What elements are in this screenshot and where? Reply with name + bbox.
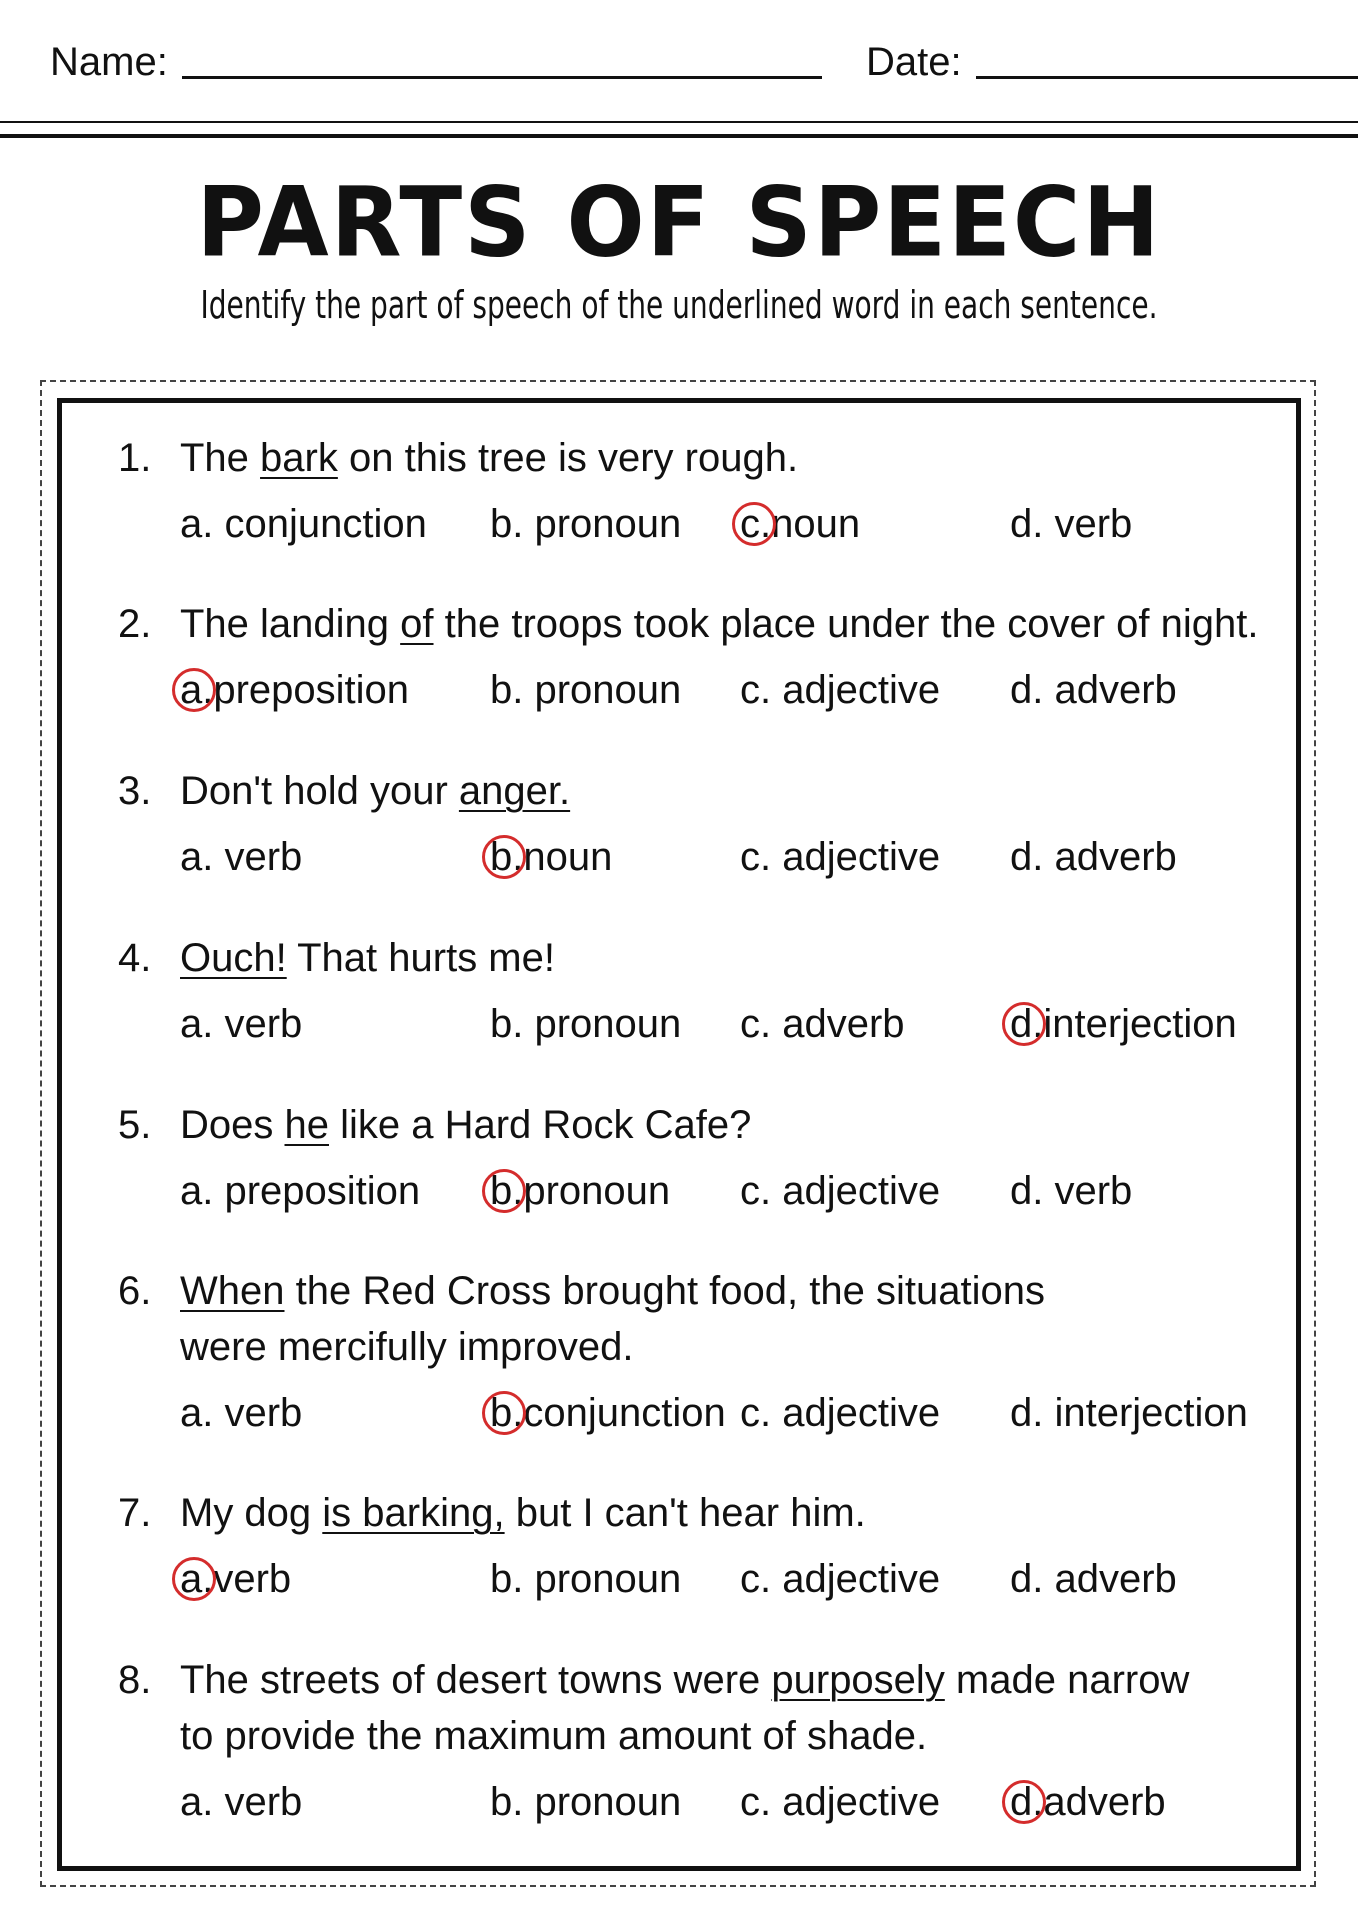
answer-option[interactable] xyxy=(180,829,302,885)
option-label: noun xyxy=(523,835,613,879)
option-label: adverb xyxy=(1043,835,1177,879)
date-label: Date: xyxy=(866,40,962,84)
answer-option[interactable] xyxy=(740,1385,940,1441)
question-text xyxy=(180,1652,1189,1708)
selected-option-letter: b. xyxy=(490,829,523,885)
option-letter: c. xyxy=(740,1391,772,1435)
option-label: verb xyxy=(213,1557,292,1601)
option-label: conjunction xyxy=(213,502,427,546)
answer-option[interactable] xyxy=(740,829,940,885)
underlined-word: When xyxy=(180,1269,285,1313)
option-letter: d. xyxy=(1010,1391,1044,1435)
selected-option-letter: d. xyxy=(1010,996,1043,1052)
sentence-text: like a Hard Rock Cafe? xyxy=(329,1103,752,1147)
option-letter: d. xyxy=(1010,1169,1044,1213)
sentence-text: the troops took place under the cover of night. xyxy=(433,602,1259,646)
answer-option[interactable] xyxy=(490,1551,681,1607)
answer-option[interactable] xyxy=(180,496,427,552)
question-text xyxy=(180,1485,866,1541)
option-label: pronoun xyxy=(523,1780,682,1824)
question-number: 1. xyxy=(118,436,152,480)
option-letter: a. xyxy=(180,1780,214,1824)
answer-option[interactable] xyxy=(740,1163,940,1219)
question-text xyxy=(180,1263,1045,1319)
option-label: adverb xyxy=(1043,1780,1166,1824)
page-title: PARTS OF SPEECH xyxy=(196,166,1162,279)
answer-option[interactable] xyxy=(180,1774,302,1830)
answer-option[interactable] xyxy=(740,1551,940,1607)
answer-option[interactable] xyxy=(1010,1551,1177,1607)
option-label: interjection xyxy=(1043,1391,1248,1435)
underlined-word: purposely xyxy=(771,1658,945,1702)
answer-option[interactable] xyxy=(740,1774,940,1830)
sentence-text: were mercifully improved. xyxy=(180,1325,634,1369)
question-number: 3. xyxy=(118,769,152,813)
option-letter: d. xyxy=(1010,1557,1044,1601)
sentence-text: Don't hold your xyxy=(180,769,459,813)
name-field-line[interactable] xyxy=(182,76,822,79)
option-letter: c. xyxy=(740,668,772,712)
selected-option-letter: b. xyxy=(490,1385,523,1441)
selected-option-letter: a. xyxy=(180,1551,213,1607)
answer-option[interactable] xyxy=(180,996,302,1052)
selected-option-letter: a. xyxy=(180,662,213,718)
underlined-word: anger. xyxy=(458,769,571,813)
answer-option[interactable] xyxy=(1010,496,1132,552)
option-letter: c. xyxy=(740,835,772,879)
answer-option[interactable] xyxy=(740,662,940,718)
option-letter: a. xyxy=(180,502,214,546)
sentence-text: but I can't hear him. xyxy=(504,1491,866,1535)
underlined-word: he xyxy=(284,1103,329,1147)
answer-option[interactable] xyxy=(490,496,681,552)
header-divider-thick xyxy=(0,134,1358,138)
question-text xyxy=(180,1708,927,1764)
selected-option-letter: b. xyxy=(490,1163,523,1219)
option-letter: b. xyxy=(490,1002,524,1046)
option-label: verb xyxy=(213,1780,303,1824)
option-label: pronoun xyxy=(523,668,682,712)
option-letter: b. xyxy=(490,1780,524,1824)
answer-option[interactable] xyxy=(1010,1774,1166,1830)
answer-option[interactable] xyxy=(490,1774,681,1830)
sentence-text: on this tree is very rough. xyxy=(337,436,799,480)
question-text xyxy=(180,1097,751,1153)
option-label: preposition xyxy=(213,668,410,712)
question-text xyxy=(180,930,555,986)
option-label: pronoun xyxy=(523,1002,682,1046)
sentence-text: made narrow xyxy=(944,1658,1190,1702)
question-number: 5. xyxy=(118,1103,152,1147)
option-label: adjective xyxy=(771,668,941,712)
question-number: 8. xyxy=(118,1658,152,1702)
sentence-text: My dog xyxy=(180,1491,323,1535)
option-label: verb xyxy=(1043,1169,1133,1213)
answer-option[interactable] xyxy=(490,1163,670,1219)
sentence-text: the Red Cross brought food, the situations xyxy=(284,1269,1045,1313)
date-field-line[interactable] xyxy=(976,76,1358,79)
option-letter: d. xyxy=(1010,668,1044,712)
option-label: adjective xyxy=(771,835,941,879)
answer-option[interactable] xyxy=(1010,1385,1248,1441)
option-letter: c. xyxy=(740,1169,772,1213)
answer-option[interactable] xyxy=(740,496,860,552)
answer-option[interactable] xyxy=(180,1551,291,1607)
option-letter: b. xyxy=(490,502,524,546)
option-letter: d. xyxy=(1010,502,1044,546)
option-label: adverb xyxy=(1043,1557,1177,1601)
answer-option[interactable] xyxy=(490,829,612,885)
option-letter: a. xyxy=(180,1169,214,1213)
option-label: interjection xyxy=(1043,1002,1237,1046)
answer-option[interactable] xyxy=(1010,996,1237,1052)
option-label: verb xyxy=(1043,502,1133,546)
answer-option[interactable] xyxy=(740,996,905,1052)
answer-option[interactable] xyxy=(490,662,681,718)
underlined-word: of xyxy=(400,602,434,646)
answer-option[interactable] xyxy=(180,662,409,718)
option-label: adverb xyxy=(1043,668,1177,712)
question-text xyxy=(180,1319,633,1375)
sentence-text: to provide the maximum amount of shade. xyxy=(180,1714,928,1758)
option-letter: a. xyxy=(180,1391,214,1435)
question-number: 6. xyxy=(118,1269,152,1313)
option-letter: c. xyxy=(740,1002,772,1046)
sentence-text: The xyxy=(180,436,261,480)
option-label: adjective xyxy=(771,1391,941,1435)
answer-option[interactable] xyxy=(1010,1163,1132,1219)
option-letter: c. xyxy=(740,1557,772,1601)
answer-option[interactable] xyxy=(490,996,681,1052)
question-text xyxy=(180,596,1258,652)
option-label: preposition xyxy=(213,1169,421,1213)
question-number: 4. xyxy=(118,936,152,980)
option-label: verb xyxy=(213,1391,303,1435)
option-letter: a. xyxy=(180,1002,214,1046)
question-text xyxy=(180,430,798,486)
option-label: adjective xyxy=(771,1169,941,1213)
sentence-text: The landing xyxy=(180,602,401,646)
underlined-word: is barking, xyxy=(322,1491,505,1535)
question-number: 7. xyxy=(118,1491,152,1535)
selected-option-letter: d. xyxy=(1010,1774,1043,1830)
name-label: Name: xyxy=(50,40,168,84)
answer-option[interactable] xyxy=(180,1385,302,1441)
option-letter: b. xyxy=(490,1557,524,1601)
option-label: pronoun xyxy=(523,1169,671,1213)
underlined-word: Ouch! xyxy=(180,936,287,980)
underlined-word: bark xyxy=(260,436,338,480)
answer-option[interactable] xyxy=(1010,829,1177,885)
sentence-text: The streets of desert towns were xyxy=(180,1658,772,1702)
question-text xyxy=(180,763,570,819)
option-label: adjective xyxy=(771,1780,941,1824)
worksheet-header xyxy=(50,30,1308,90)
header-divider-thin xyxy=(0,121,1358,123)
selected-option-letter: c. xyxy=(740,496,771,552)
option-label: pronoun xyxy=(523,1557,682,1601)
sentence-text: That hurts me! xyxy=(286,936,555,980)
option-letter: b. xyxy=(490,668,524,712)
option-label: pronoun xyxy=(523,502,682,546)
option-letter: d. xyxy=(1010,835,1044,879)
option-label: verb xyxy=(213,1002,303,1046)
option-label: verb xyxy=(213,835,303,879)
option-label: adverb xyxy=(771,1002,905,1046)
answer-option[interactable] xyxy=(490,1385,726,1441)
option-letter: a. xyxy=(180,835,214,879)
option-label: adjective xyxy=(771,1557,941,1601)
answer-option[interactable] xyxy=(180,1163,420,1219)
option-label: noun xyxy=(771,502,861,546)
option-label: conjunction xyxy=(523,1391,726,1435)
question-number: 2. xyxy=(118,602,152,646)
sentence-text: Does xyxy=(180,1103,285,1147)
option-letter: c. xyxy=(740,1780,772,1824)
instructions: Identify the part of speech of the underlined word in each sentence. xyxy=(200,283,1158,327)
answer-option[interactable] xyxy=(1010,662,1177,718)
